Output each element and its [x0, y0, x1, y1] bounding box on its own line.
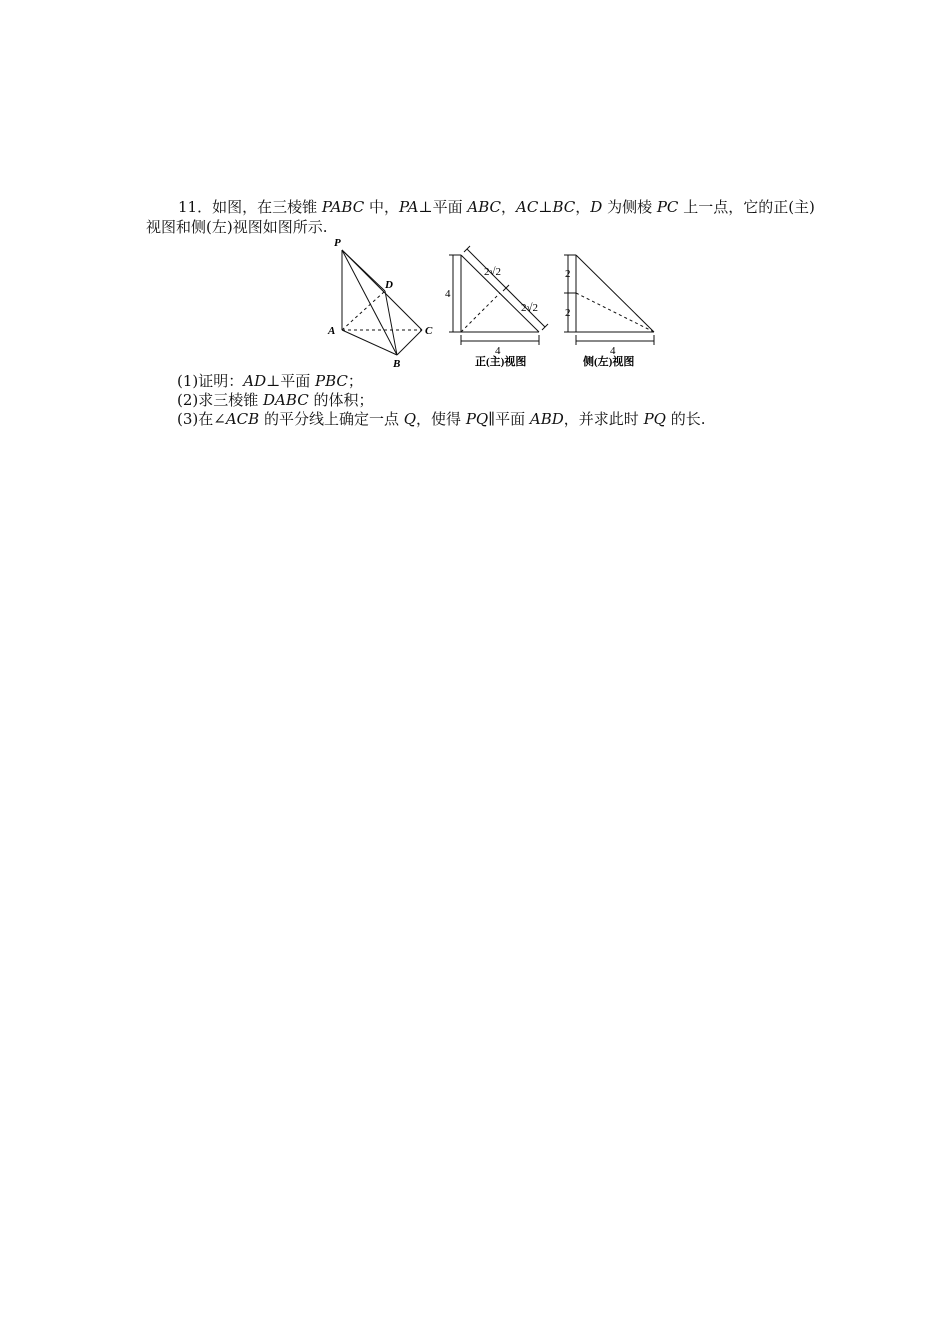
text-run: 的平分线上确定一点 — [259, 410, 404, 428]
text-run: ⊥ — [538, 198, 553, 216]
math-symbol: PQ — [643, 410, 666, 428]
front-hyp-label-top: 2√2 — [484, 266, 502, 278]
text-run: 的长. — [665, 410, 706, 428]
part-3 — [177, 410, 706, 429]
label-C: C — [425, 325, 433, 337]
text-run: 为侧棱 — [602, 198, 657, 216]
text-run: ， — [575, 198, 591, 216]
side-view — [564, 255, 654, 345]
text-run: (2)求三棱锥 — [177, 391, 264, 409]
text-run: ∥平面 — [488, 410, 530, 428]
label-A: A — [328, 325, 336, 337]
pyramid-figure — [342, 250, 422, 355]
figure-row — [325, 235, 665, 370]
label-B: B — [393, 358, 401, 370]
front-height-label: 4 — [445, 288, 451, 300]
label-D: D — [385, 279, 393, 291]
side-lower-label: 2 — [565, 307, 571, 319]
math-symbol: Q — [403, 410, 417, 428]
math-symbol: ABC — [467, 198, 502, 216]
part-2 — [177, 391, 706, 410]
text-run: ，并求此时 — [563, 410, 644, 428]
math-symbol: D — [590, 198, 603, 216]
part-1 — [177, 372, 706, 391]
text-run: (1)证明： — [177, 372, 244, 390]
math-symbol: BC — [552, 198, 576, 216]
text-run: ； — [347, 372, 363, 390]
math-symbol: AC — [516, 198, 539, 216]
label-P: P — [334, 237, 341, 249]
text-run: ⊥平面 — [418, 198, 468, 216]
math-symbol: ABD — [529, 410, 564, 428]
math-symbol: ACB — [225, 410, 260, 428]
problem-11 — [146, 197, 826, 237]
math-symbol: PABC — [321, 198, 365, 216]
front-base-label: 4 — [495, 345, 501, 357]
text-run: (3)在∠ — [177, 410, 226, 428]
front-view — [449, 246, 548, 345]
side-view-caption: 侧(左)视图 — [583, 356, 635, 368]
text-run: 11．如图，在三棱锥 — [178, 198, 322, 216]
problem-parts — [177, 372, 706, 429]
front-hyp-label-bottom: 2√2 — [521, 302, 539, 314]
text-run: ， — [501, 198, 517, 216]
text-run: 上一点，它的正(主)视图和侧(左)视图如图所示. — [146, 198, 815, 236]
math-symbol: PA — [398, 198, 419, 216]
math-symbol: DABC — [263, 391, 309, 409]
side-upper-label: 2 — [565, 268, 571, 280]
problem-stem — [146, 197, 826, 237]
text-run: ，使得 — [416, 410, 466, 428]
math-symbol: PQ — [465, 410, 489, 428]
text-run: 的体积； — [308, 391, 374, 409]
front-view-caption: 正(主)视图 — [475, 356, 527, 368]
side-base-label: 4 — [610, 345, 616, 357]
math-symbol: PC — [656, 198, 679, 216]
text-run: ⊥平面 — [266, 372, 315, 390]
math-symbol: PBC — [314, 372, 348, 390]
text-run: 中， — [364, 198, 399, 216]
math-symbol: AD — [243, 372, 267, 390]
